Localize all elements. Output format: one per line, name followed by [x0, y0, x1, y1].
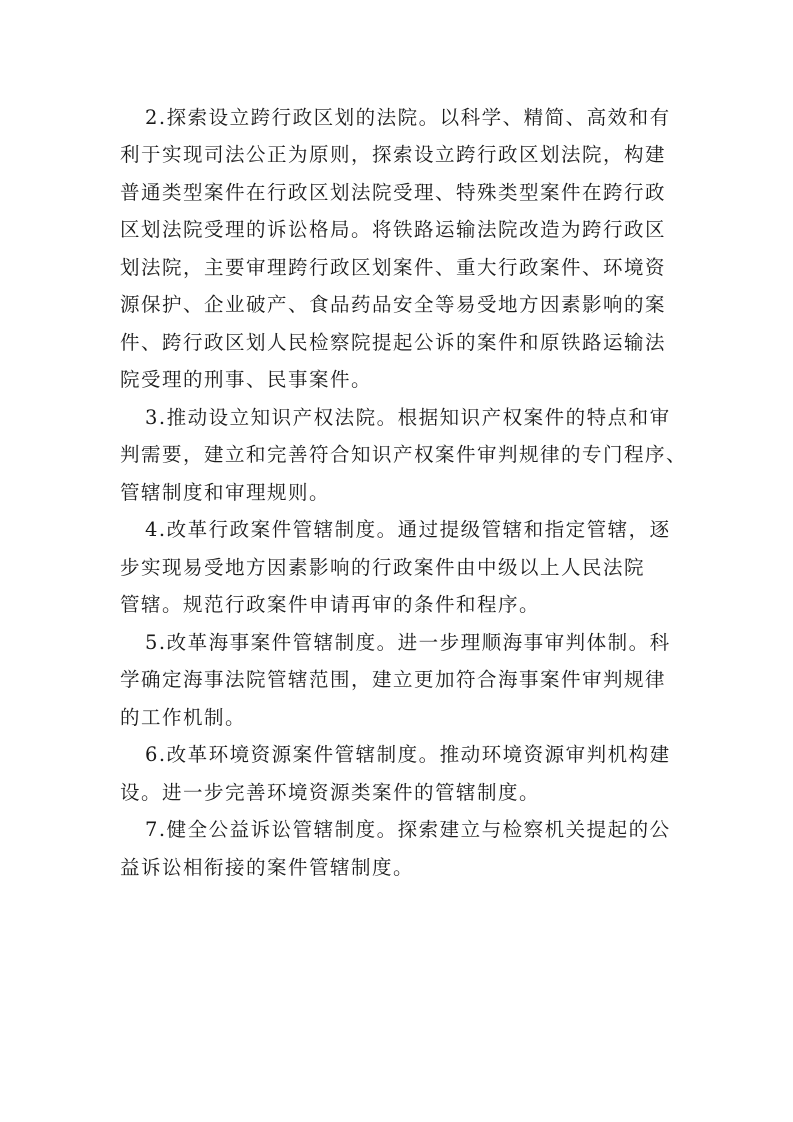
paragraph-2-line-5: 划法院，主要审理跨行政区划案件、重大行政案件、环境资	[120, 256, 667, 279]
paragraph-5-line-3: 的工作机制。	[120, 706, 247, 729]
paragraph-2-line-2: 利于实现司法公正为原则，探索设立跨行政区划法院，构建	[120, 143, 667, 166]
paragraph-6-line-1: 6.改革环境资源案件管辖制度。推动环境资源审判机构建	[145, 743, 671, 766]
paragraph-7-line-1: 7.健全公益诉讼管辖制度。探索建立与检察机关提起的公	[145, 818, 671, 841]
paragraph-3-line-1: 3.推动设立知识产权法院。根据知识产权案件的特点和审	[145, 406, 671, 429]
paragraph-5-line-2: 学确定海事法院管辖范围，建立更加符合海事案件审判规律	[120, 668, 667, 691]
paragraph-2-line-7: 件、跨行政区划人民检察院提起公诉的案件和原铁路运输法	[120, 331, 667, 354]
paragraph-4-line-3: 管辖。规范行政案件申请再审的条件和程序。	[120, 593, 541, 616]
paragraph-3-line-3: 管辖制度和审理规则。	[120, 481, 331, 504]
paragraph-5-line-1: 5.改革海事案件管辖制度。进一步理顺海事审判体制。科	[145, 631, 671, 654]
paragraph-7-line-2: 益诉讼相衔接的案件管辖制度。	[120, 856, 415, 879]
paragraph-2-line-8: 院受理的刑事、民事案件。	[120, 368, 373, 391]
paragraph-2-line-6: 源保护、企业破产、食品药品安全等易受地方因素影响的案	[120, 293, 667, 316]
paragraph-6-line-2: 设。进一步完善环境资源类案件的管辖制度。	[120, 781, 541, 804]
paragraph-2-line-4: 区划法院受理的诉讼格局。将铁路运输法院改造为跨行政区	[120, 218, 667, 241]
paragraph-2-line-1: 2.探索设立跨行政区划的法院。以科学、精简、高效和有	[145, 106, 671, 129]
paragraph-3-line-2: 判需要，建立和完善符合知识产权案件审判规律的专门程序、	[120, 443, 688, 466]
paragraph-4-line-1: 4.改革行政案件管辖制度。通过提级管辖和指定管辖，逐	[145, 518, 671, 541]
paragraph-4-line-2: 步实现易受地方因素影响的行政案件由中级以上人民法院	[120, 556, 646, 579]
paragraph-2-line-3: 普通类型案件在行政区划法院受理、特殊类型案件在跨行政	[120, 181, 667, 204]
